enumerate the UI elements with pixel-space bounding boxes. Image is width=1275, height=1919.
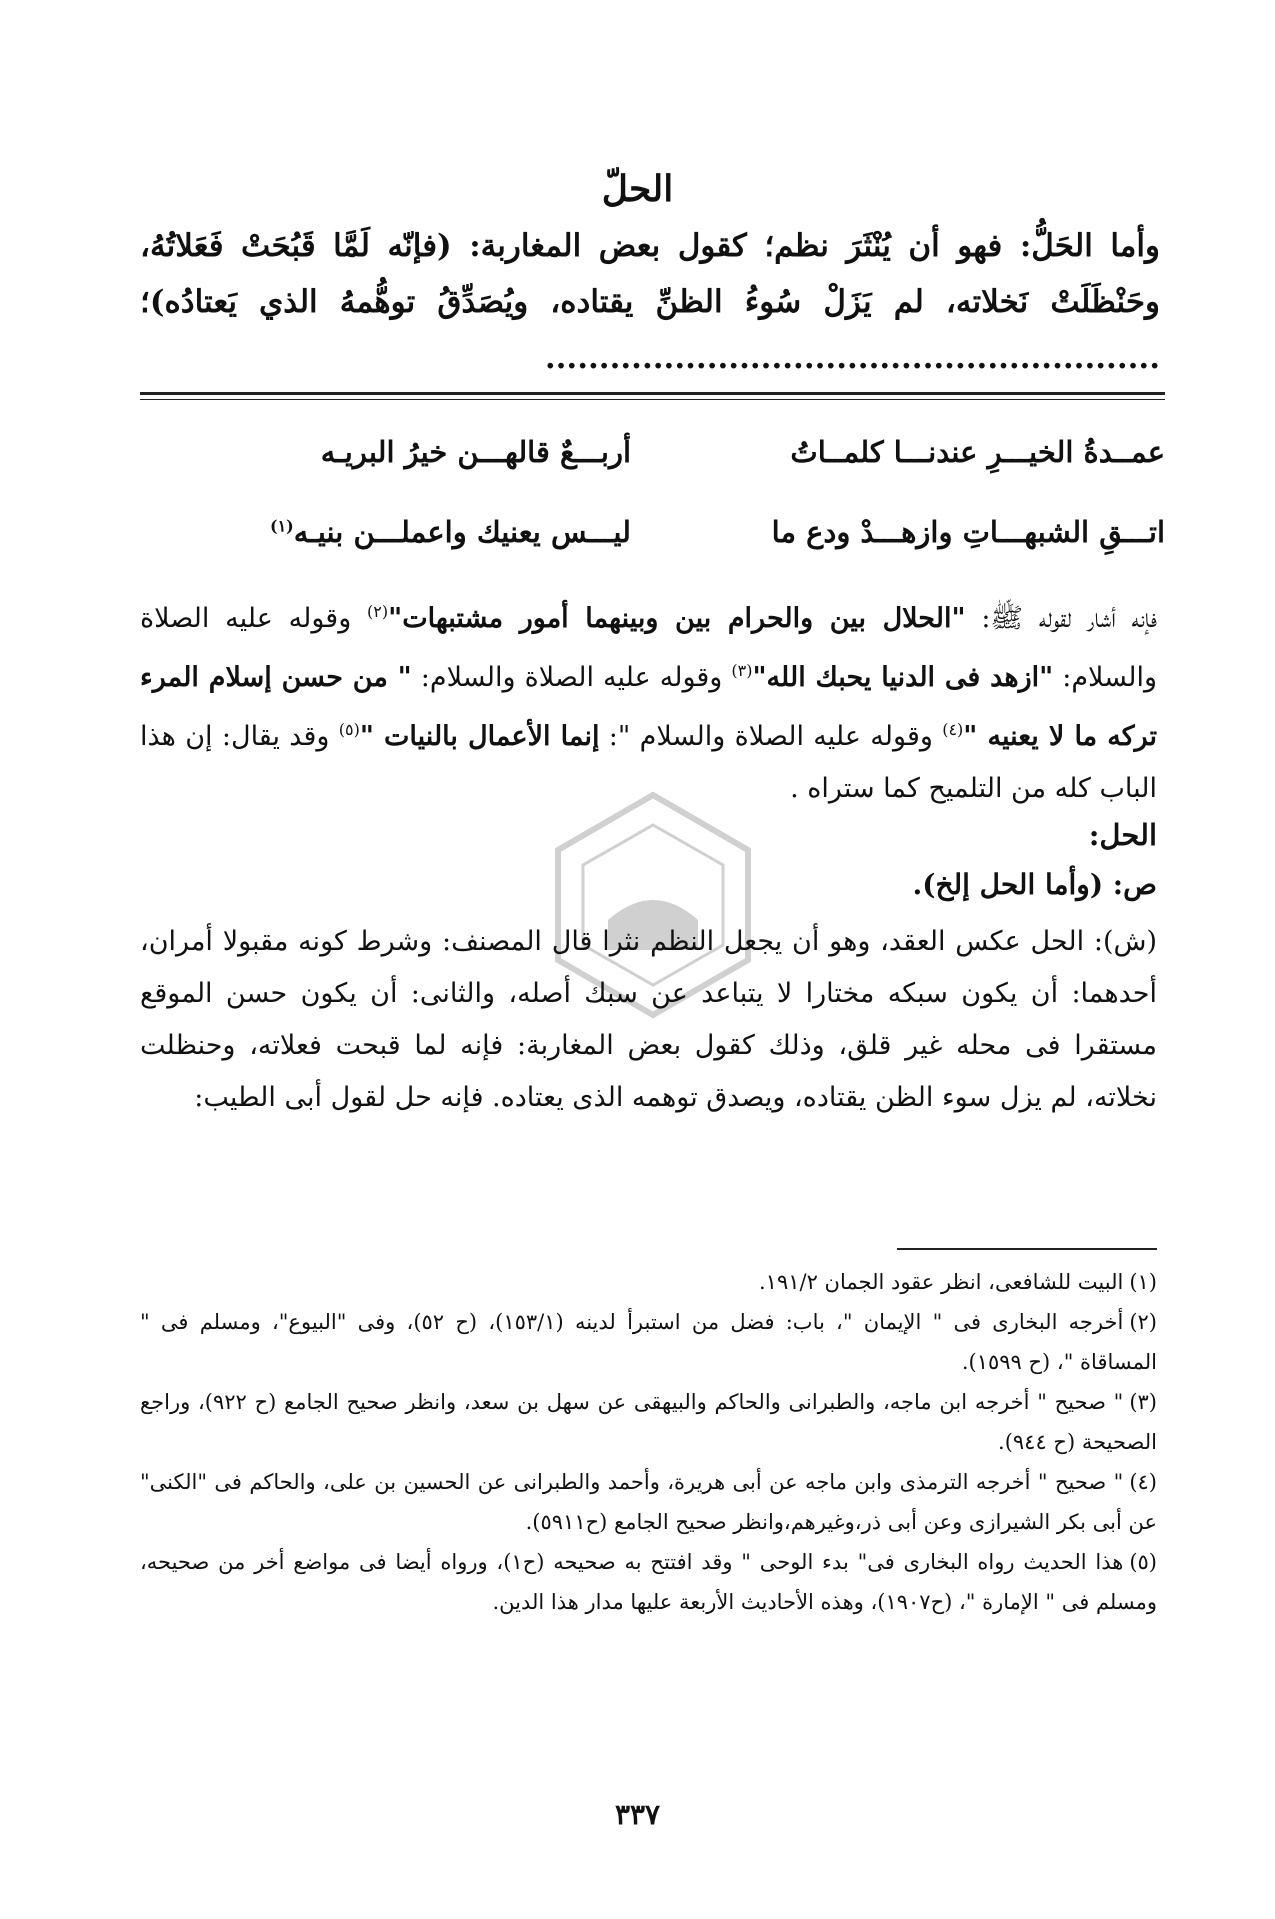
body-text-d: وقوله عليه الصلاة والسلام ": [599,721,943,752]
hadith-quote-3: " من حسن إسلام المرء تركه ما لا يعنيه " [140,662,1158,752]
verse-2-hemistich-1: اتـــقِ الشبهـــاتِ وازهـــدْ ودع ما [771,515,1165,549]
main-text: وأما الحَلُّ: فهو أن يُنْثَرَ نظم؛ كقول بعض المغاربة: (فإنّه لَمَّا قَبُحَتْ فَعَلاتُهُ، وحَنْظَلَتْ نَخلاته، لم يَزَلْ سُوءُ الظنِّ يقتاده، ويُصَدِّقُ توهُّمهُ الذي يَعتادُه)؛ ......................................................... [140,228,1160,376]
footnote-ref-1: (١) [269,516,294,536]
footnote-ref-3: (٣) [731,661,753,680]
footnote-2-number: (٢) [1129,1310,1157,1334]
sharh-paragraph [140,916,1157,1124]
sharh-text: (ش): الحل عكس العقد، وهو أن يجعل النظم نثرا قال المصنف: وشرط كونه مقبولا أمران، أحدهما: أن يكون سبكه مختارا لا يتباعد عن سبك أصله، والثانى: أن يكون حسن الموقع مستقرا فى محله غير قلق، وذلك كقول بعض المغاربة: فإنه لما قبحت فعلاته، وحنظلت نخلاته، لم يزل سوء الظن يقتاده، ويصدق توهمه الذى يعتاده. فإنه حل لقول أبى الطيب: [140,926,1157,1113]
body-text-b: وقوله عليه الصلاة والسلام: [140,603,1158,693]
hadith-quote-2: "ازهد فى الدنيا يحبك الله" [752,662,1054,693]
body-text-e: وقد يقال: إن هذا الباب كله من التلميح كما ستراه . [140,721,1157,804]
footnote-ref-4: (٤) [942,720,964,739]
footnote-3 [140,1382,1157,1462]
verse-1-hemistich-1: عمــدةُ الخيـــرِ عندنـــا كلمــاتُ [790,435,1165,469]
footnotes [140,1262,1157,1622]
footnote-2 [140,1302,1157,1382]
footnote-5-text: هذا الحديث رواه البخارى فى" بدء الوحى " وقد افتتح به صحيحه (ح١)، ورواه أيضا فى مواضع أخر من صحيحه، ومسلم فى " الإمارة "، (ح١٩٠٧)، وهذه الأحاديث الأربعة عليها مدار هذا الدين. [140,1550,1157,1614]
footnote-2-text: أخرجه البخارى فى " الإيمان "، باب: فضل من استبرأ لدينه (١٥٣/١)، (ح ٥٢)، وفى "البيوع"، ومسلم فى " المساقاة "، (ح ١٥٩٩). [140,1310,1157,1374]
section-title: الحلّ [601,168,674,210]
footnote-ref-2: (٢) [367,602,389,621]
footnote-5-number: (٥) [1129,1550,1157,1574]
footnote-3-text: " صحيح " أخرجه ابن ماجه، والطبرانى والحاكم والبيهقى عن سهل بن سعد، وانظر صحيح الجامع (ح ٩٢٢)، وراجع الصحيحة (ح ٩٤٤). [140,1390,1157,1454]
verse-line-2 [140,515,1165,565]
subheading: الحل: [1088,818,1157,852]
footnote-1 [140,1262,1157,1302]
hadith-quote-4: إنما الأعمال بالنيات " [359,721,600,752]
footnote-ref-5: (٥) [338,720,360,739]
footnote-4-number: (٤) [1129,1470,1157,1494]
footnote-1-number: (١) [1129,1270,1157,1294]
body-text-c: وقوله عليه الصلاة والسلام: [411,662,732,693]
footnote-divider [897,1248,1157,1250]
body-text-a: فإنه أشار لقوله ﷺ: [965,603,1157,634]
footnote-1-text: البيت للشافعى، انظر عقود الجمان ١٩١/٢. [758,1270,1124,1294]
footnote-4-text: " صحيح " أخرجه الترمذى وابن ماجه عن أبى هريرة، وأحمد والطبرانى عن الحسين بن على، والحاكم فى "الكنى" عن أبى بكر الشيرازى وعن أبى ذر،وغيرهم،وانظر صحيح الجامع (ح٥٩١١). [140,1470,1157,1534]
double-divider [140,392,1165,400]
matn-quote-line: ص: (وأما الحل إلخ). [912,868,1157,901]
page-number: ٣٣٧ [614,1798,661,1831]
hadith-quote-1: "الحلال بين والحرام بين وبينهما أمور مشتبهات" [388,603,966,634]
verse-2-hemistich-2-text: ليـــس يعنيك واعملـــن بنيـه [293,515,631,549]
footnote-4 [140,1462,1157,1542]
footnote-3-number: (٣) [1129,1390,1157,1414]
verse-1-hemistich-2: أربـــعٌ قالهـــن خيرُ البريـه [320,435,631,469]
footnote-5 [140,1542,1157,1622]
commentary-paragraph [140,586,1157,815]
verse-2-hemistich-2 [180,515,631,549]
verse-line-1 [140,435,1165,485]
